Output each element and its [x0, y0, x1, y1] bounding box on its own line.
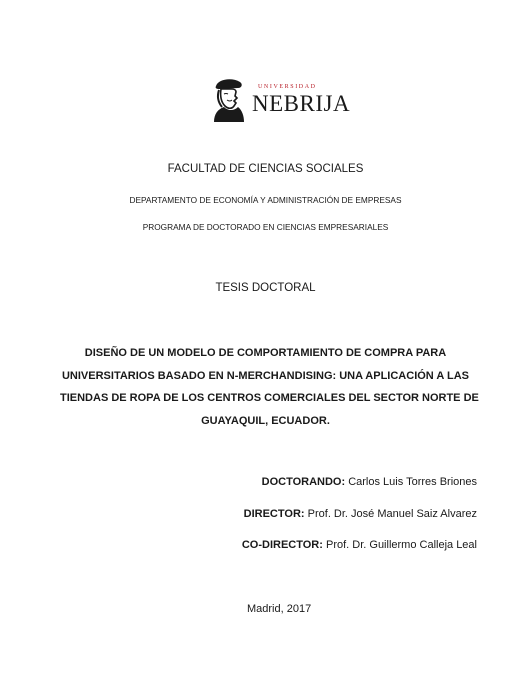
co-director-name: Prof. Dr. Guillermo Calleja Leal: [325, 539, 477, 551]
university-logo: [210, 76, 351, 122]
logo-university-label: UNIVERSIDAD: [258, 84, 317, 90]
thesis-title: [60, 342, 479, 432]
logo-university-name: NEBRIJA: [252, 91, 351, 116]
co-director-role-label: CO-DIRECTOR:: [241, 539, 323, 551]
co-director-row: [242, 539, 477, 551]
nebrija-portrait-icon: [210, 76, 246, 122]
doctorando-row: [262, 476, 477, 488]
doctorando-name: Carlos Luis Torres Briones: [348, 476, 477, 488]
director-row: [244, 508, 477, 520]
thesis-title-line: TIENDAS DE ROPA DE LOS CENTROS COMERCIALES DEL SECTOR NORTE DE: [60, 392, 479, 404]
director-role-label: DIRECTOR:: [243, 508, 305, 520]
department-name: DEPARTAMENTO DE ECONOMÍA Y ADMINISTRACIÓN DE EMPRESAS: [129, 195, 402, 205]
doctorando-role-label: DOCTORANDO:: [261, 476, 346, 488]
thesis-title-line: UNIVERSITARIOS BASADO EN N-MERCHANDISING: UNA APLICACIÓN A LAS: [61, 369, 469, 382]
place-date: Madrid, 2017: [247, 603, 312, 615]
thesis-title-line: DISEÑO DE UN MODELO DE COMPORTAMIENTO DE COMPRA PARA: [84, 347, 447, 359]
document-type: TESIS DOCTORAL: [215, 282, 316, 294]
faculty-name: FACULTAD DE CIENCIAS SOCIALES: [167, 163, 364, 175]
director-name: Prof. Dr. José Manuel Saiz Alvarez: [307, 508, 477, 520]
program-name: PROGRAMA DE DOCTORADO EN CIENCIAS EMPRESARIALES: [142, 222, 389, 232]
thesis-title-line: GUAYAQUIL, ECUADOR.: [201, 414, 330, 427]
